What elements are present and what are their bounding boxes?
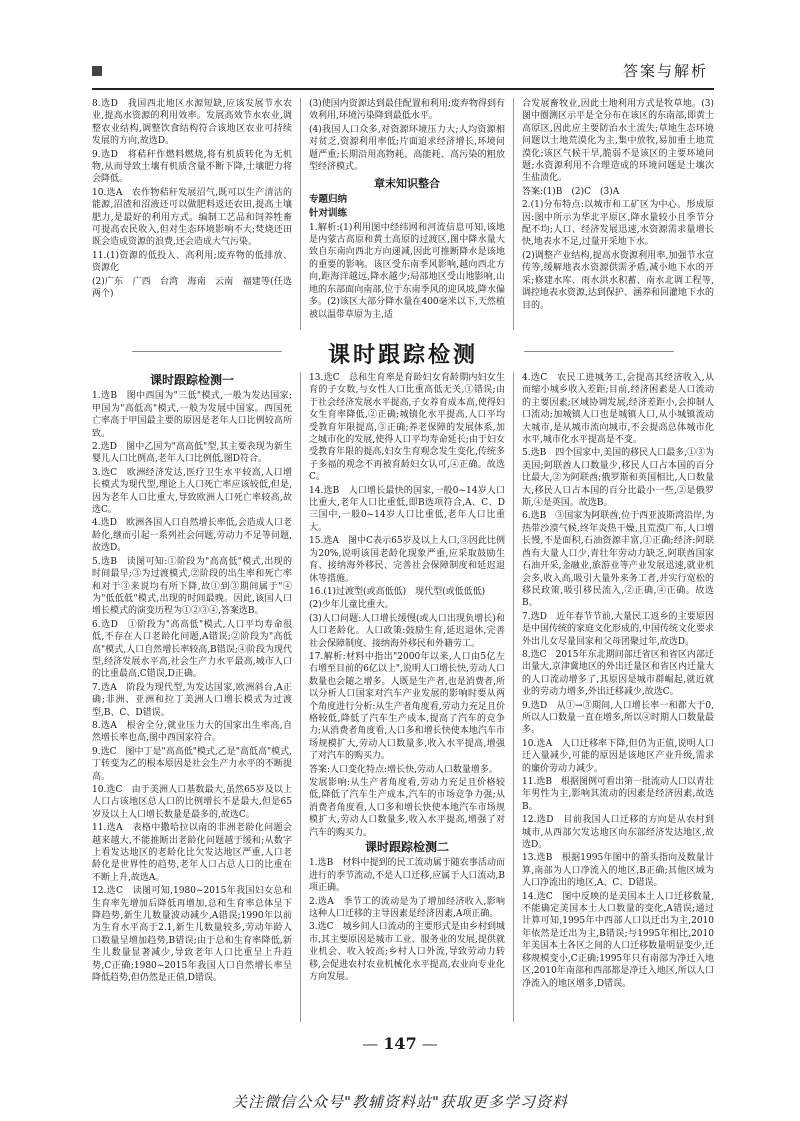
answer-paragraph: 8.选C 2015年东北期间部迁省区和省区内部迁出量大,京津冀地区的外出迁量区和省区内迁量大的人口流动增多了,其原因是城市群崛起,就近就业的劳动力增多,外出迁移减少,故选C。 [522,649,714,698]
answer-paragraph: 11.选B 根据图例可看出第一批流动人口以青壮年男性为主,影响其流动的因素是经济因素,故选B。 [522,777,714,812]
answer-paragraph: 14.选C 图中反映的是美国本土人口迁移数量,不能确定美国本土人口数量的变化,A错误;通过计算可知,1995年中西部人口以迁出为主,2010年依然是迁出为主,B错误;与1995年相比,2010年美国本土各区之间的人口迁移数量明显变少,迁移规模变小,C正确;1995年只有南部为净迁入地区,2010年南部和西部都是净迁入地区,所以人口净流入的地区增多,D错误。 [522,891,714,989]
answer-paragraph: (2)调整产业结构,提高水资源利用率,加强节水宣传等,缓解地表水资源供需矛盾,减小地下水的开采;修建水库、雨水洪水积蓄、南水北调工程等,调控地表水资源,达到保护、涵养和回灌地下水的目的。 [522,250,714,311]
page-number-value: 147 [383,1034,417,1053]
main-title: 课时跟踪检测 [92,338,714,369]
answer-paragraph: 发展影响:从生产者角度看,劳动力充足且价格较低,降低了汽车生产成本,汽车的市场竞争力强;从消费者角度看,人口多和增长快使本地汽车市场规模扩大,劳动人口数量多,收入水平提高,增强了对汽车的购买力。 [309,778,505,838]
page-number: — 147 — [362,1034,438,1053]
answer-paragraph: 12.选C 读图可知,1980~2015年我国妇女总和生育率先增加后降低再增加,总和生育率总体呈下降趋势,新生儿数量波动减少,A错误;1990年以前为生育水平高于2.1,新生儿数量较多,劳动年龄人口数量呈增加趋势,B错误;由于总和生育率降低,新生儿数量显著减少,导致老年人口比重呈上升趋势,C正确;1980~2015年我国人口自然增长率呈降低趋势,但仍然是正值,D错误。 [92,886,292,984]
column-divider [513,372,514,1022]
answer-paragraph: (3)人口问题:人口增长缓慢(或人口出现负增长)和人口老龄化。人口政策:鼓励生育,延迟退休,完善社会保障制度、接纳海外移民和外籍劳工。 [309,613,505,649]
answer-paragraph: (2)广东 广西 台湾 海南 云南 福建等(任选两个) [92,276,292,300]
answer-paragraph: 9.选D 将秸秆作燃料燃烧,将有机质转化为无机物,从而导致土壤有机质含量不断下降,土壤肥力将会降低。 [92,149,292,185]
answer-paragraph: 16.(1)过渡型(或高低低) 现代型(或低低低) [309,586,486,597]
bottom-column-2 [309,372,505,1032]
test-heading-2: 课时跟踪检测二 [364,840,449,855]
top-column-1 [92,98,292,330]
column-divider [300,98,301,330]
answer-paragraph: 10.选C 由于美洲人口基数最大,虽然65岁及以上人口占该地区总人口的比例增长不是最大,但是65岁及以上人口增长数量是最多的,故选C。 [92,785,292,820]
answer-paragraph: 17.解析:材料中指出"2000年以来,人口由5亿左右增至目前的6亿以上",说明人口增长快,劳动人口数量也会随之增多。人既是生产者,也是消费者,所以分析人口国家对汽车产业发展的影响时要从两个角度进行分析:从生产者角度看,劳动力充足且价格较低,降低了汽车生产成本,提高了汽车的竞争力;从消费者角度看,人口多和增长快使本地汽车市场规模扩大,劳动人口数量多,收入水平提高,增强了对汽车的购买力。 [309,651,505,762]
answer-paragraph: 1.选B 图中西国为"三低"模式,一般为发达国家;甲国为"高低高"模式,一般为发展中国家。西国死亡率高于甲国最主要的原因是老年人口比例较高所致。 [92,391,292,439]
section-heading: 章末知识整合 [374,177,440,191]
footer-notice: 关注微信公众号"教辅资料站"获取更多学习资料 [232,1093,568,1111]
answer-paragraph: 2.选D 图中乙国为"高高低"型,其主要表现为新生婴儿人口比例高,老年人口比例低,图D符合。 [92,442,292,465]
answer-paragraph: 13.选B 根据1995年图中的箭头指向及数量计算,南部为人口净流入的地区,B正确;其他区域为人口净流出的地区,A、C、D错误。 [522,853,714,889]
answer-paragraph: 5.选B 读图可知:①阶段为"高高低"模式,出现的时间最早;③为过渡模式,②阶段的出生率和死亡率和对于③来说均有所下降,故①到③期间属于"④为"低低低"模式,出现的时间最晚。因此,该国人口增长模式的演变历程为①②③④,答案选B。 [92,556,292,617]
answer-paragraph: 9.选C 图中丁是"高高低"模式,乙是"高低高"模式,丁转变为乙的根本原因是社会生产力水平的不断提高。 [92,746,292,782]
answer-paragraph: 8.选D 我国西北地区水源短缺,应该发展节水农业,提高水资源的利用效率。发展高效节水农业,调整农业结构,调整饮食结构符合该地区农业可持续发展的方向,故选D。 [92,99,292,147]
column-divider [513,98,514,330]
answer-paragraph: 14.选B 人口增长最快的国家,一般0~14岁人口比重大,老年人口比重低,即B选项符合,A、C、D三国中,一般0~14岁人口比重低,老年人口比重大。 [309,485,505,533]
answer-paragraph: 12.选D 目前我国人口迁移的方向是从农村到城市,从西部欠发达地区向东部经济发达地区,故选D。 [522,815,714,851]
answer-paragraph: 5.选B 四个国家中,美国的移民人口最多,①③为美国;阿联酋人口数量少,移民人口占本国的百分比最大,②为阿联酋;俄罗斯和英国相比,人口数量大,移民人口占本国的百分比最小一些,②是俄罗斯,④是英国。故选B。 [522,448,714,509]
answer-paragraph: 2.选A 季节工的流动是为了增加经济收入,影响这种人口迁移的主导因素是经济因素,A项正确。 [309,896,505,920]
answer-paragraph: (3)使国内资源达到最佳配置和利用;废弃物得到有效利用,环境污染降到最低水平。 [309,99,505,122]
answer-paragraph: 4.选D 欧洲各国人口自然增长率低,会造成人口老龄化,继而引起一系列社会问题,劳动力不足等问题,故选D。 [92,518,292,554]
column-divider [300,372,301,1022]
bottom-column-3 [522,372,714,1032]
answer-paragraph: 11.(1)资源的低投入、高利用;废弃物的低排放、资源化 [92,250,292,274]
header-title: 答案与解析 [622,62,708,80]
answer-paragraph: 1.选B 材料中提到的民工流动属于随农事活动而进行的季节流动,不是人口迁移,应属于人口流动,B项正确。 [309,858,505,894]
answer-paragraph: 8.选A 根舍全分,就业压力大的国家出生率高,自然增长率也高,图中西国家符合。 [92,720,292,744]
answer-paragraph: 13.选C 总和生育率是育龄妇女育龄期内妇女生育的子女数,与女性人口比重高低无关,①错误;由于社会经济发展水平提高,子女养育成本高,使得妇女生育率降低,②正确;城镇化水平提高,人口平均受教育年限提高,③正确;养老保障的发展体系,加之城市化的发展,使得人口平均寿命延长;由于妇女受教育年限的提高,妇女生育观念发生变化,传统多子多福的观念不再被育龄妇女认可,④正确。故选C。 [309,373,505,483]
answer-paragraph: 2.(1)分布特点:以城市和工矿区为中心。形成原因:图中所示为华北平原区,降水量较小且季节分配不均;人口、经济发展迅速,水资源需求量增长快,地表水不足,过量开采地下水。 [522,200,714,248]
answer-paragraph: 1.解析:(1)利用图中经纬网和河流信息可知,该地是内蒙古高原和黄土高原的过渡区,图中降水量大致自东南向西北方向递减,因此可推断降水是该地的重要的影响。该区受东南季风影响,越向西北方向,距海洋越远,降水越少;局部地区受山地影响,山地的东部面向南部,位于东南季风的迎风坡,降水偏多。(2)该区大部分降水量在400毫米以下,天然植被以温带草原为主,适 [309,222,505,320]
answer-paragraph: 10.选A 人口迁移率下降,但仍为正值,说明人口迁入量减少,可能的原因是该地区产业升级,需求的廉价劳动力减少。 [522,738,714,774]
bottom-column-1 [92,372,292,1032]
page-header [92,52,714,90]
answer-paragraph: 10.选A 农作物秸秆发展沼气,既可以生产清洁的能源,沼渣和沼液还可以做肥料返还农田,提高土壤肥力,是最好的利用方式。编制工艺品和饲养牲畜可提高农民收入,但对生态环境影响不大;焚烧还田既会造成资源的浪费,还会造成大气污染。 [92,187,292,248]
answer-paragraph: 9.选D 从①→③期间,人口增长率一和都大于0,所以人口数量一直在增多,所以④时期人口数量最多。 [522,700,714,736]
answer-paragraph: 7.选D 近年春节节前,大量民工返乡的主要原因是中国传统的家庭文化形成的,中国传统文化要求外出儿女尽量回家和父母团聚过年,故选D。 [522,611,714,647]
answer-paragraph: 答案:(1)B (2)C (3)A [522,186,620,197]
answer-paragraph: 7.选A 阶段为现代型,为发达国家,欧洲斜台,A正确;非洲、亚洲和拉丁美洲人口增长模式为过渡型,B、C、D错误。 [92,682,292,718]
answer-paragraph: 合发展畜牧业,因此土地利用方式是牧草地。(3)图中圈测区示平是全分布在该区的东南部,即黄土高原区,因此应主要防治水土流失;草地生态环境问题以土地荒漠化为主,集中放牧,易加重土地荒漠化;该区气候干旱,脆弱不是该区的主要环境问题;水资源利用不合理造成的环境问题是土壤次生盐渍化。 [522,99,714,184]
answer-paragraph: (2)少年儿童比重大。 [309,600,394,611]
header-marker [92,66,102,76]
top-column-2 [309,98,505,330]
answer-paragraph: 3.选C 欧洲经济发达,医疗卫生水平较高,人口增长模式为现代型,理论上人口死亡率应该较低,但是,因为老年人口比重大,导致欧洲人口死亡率较高,故选C。 [92,467,292,516]
subheading-summary: 专题归纳 [309,193,348,205]
subheading-training: 针对训练 [309,208,348,220]
answer-paragraph: 3.选C 城乡间人口流动的主要形式是由乡村到城市,其主要原因是城市工业、服务业的发展,提供就业机会、收入较高;乡村人口外流,导致劳动力转移,会促进农村农业机械化水平提高,农业向专业化方向发展。 [309,922,505,983]
top-column-3 [522,98,714,330]
answer-paragraph: 15.选A 图中C表示65岁及以上人口,③因此比例为20%,说明该国老龄化现象严重,应采取鼓励生育、接纳海外移民、完善社会保障制度和延迟退休等措施。 [309,536,505,584]
answer-paragraph: 11.选A 表格中撒哈拉以南的非洲老龄化问题会越来越大,不能推断出老龄化问题越于缓和;从数字上看发达地区的老龄化比欠发达地区严重,人口老龄化是世界性的趋势,老年人口占总人口的比重在不断上升,故选A。 [92,823,292,883]
answer-paragraph: 答案:人口变化特点:增长快,劳动人口数量增多。 [309,764,498,775]
answer-paragraph: 4.选C 农民工进城务工,会提高其经济收入,从而缩小城乡收入差距;目前,经济困素是人口流动的主要因素;区域协调发展,经济差距小,会抑制人口流动;加城镇人口也是城镇人口,从小城镇流动大城市,是从城市流向城市,不会提高总体城市化水平,城市化水平提高是不变。 [522,373,714,446]
test-heading-1: 课时跟踪检测一 [149,373,234,387]
answer-paragraph: (4)我国人口众多,对资源环境压力大;人均资源相对贫乏,资源利用率低;片面追求经济增长,环境问题严重;长期沿用高物耗、高能耗、高污染的粗放型经济模式。 [309,124,505,173]
answer-paragraph: 6.选B ③国家为阿联酋,位于西亚波斯湾沿岸,为热带沙漠气候,终年炎热干燥,且荒漠广布,人口增长慢,不是面积,石油资源丰富,①正确;经济:阿联酋有大量人口少,青壮年劳动力缺乏,阿联酋国家石油开采,金融业,旅游业等产业发展迅速,就业机会多,收入高,吸引大量外来务工者,并实行宽松的移民政策,吸引移民流入,②正确,④正确。故选B。 [522,511,714,609]
answer-paragraph: 6.选D ①阶段为"高高低"模式,人口平均寿命很低,不存在人口老龄化问题,A错误;②阶段为"高低高"模式,人口自然增长率较高,B错误;④阶段为现代型,经济发展水平高,社会生产力水平最高,城市人口的比重最高,C错误,D正确。 [92,619,292,680]
